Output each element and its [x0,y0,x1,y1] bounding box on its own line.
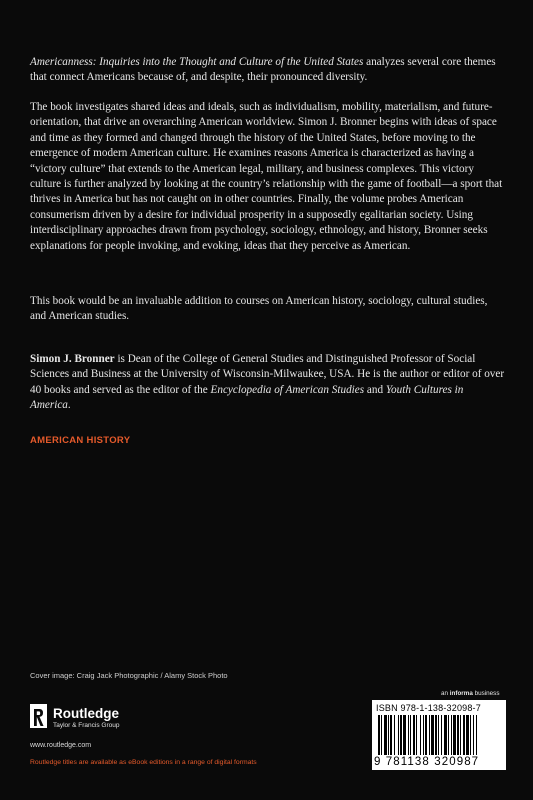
isbn-number: ISBN 978-1-138-32098-7 [376,703,481,713]
publisher-name: Routledge [53,706,119,721]
author-name: Simon J. Bronner [30,353,115,365]
cover-credit: Cover image: Craig Jack Photographic / Alamy Stock Photo [30,671,228,680]
subject-category: AMERICAN HISTORY [30,435,131,446]
barcode-icon [378,715,500,755]
barcode-digits: 9 781138 320987 [374,756,480,768]
description-body: The book investigates shared ideas and ideals, such as individualism, mobility, materialism, and future-orientation, that drive an overarching American worldview. Simon J. Bronner begins with ideas of space and time as they formed and changed through the history of the United States, before moving to the emergence of modern American culture. He examines reasons America is characterized as having a “victory culture” that extends to the American legal, military, and business complexes. This victory culture is further analyzed by looking at the country’s relationship with the game of football—a sport that thrives in America but has not caught on in other countries. Finally, the volume probes American consumerism driven by a desire for individual prosperity in a supposedly egalitarian society. Using interdisciplinary approaches drawn from psychology, sociology, ethnology, and history, Bronner seeks explanations for people invoking, and evoking, ideas that they perceive as American. [30,101,503,252]
publisher-group: Taylor & Francis Group [53,722,120,729]
book-title-inline: Americanness: Inquiries into the Thought and Culture of the United States [30,56,364,68]
publisher-website: www.routledge.com [30,742,92,749]
description-audience: This book would be an invaluable addition to courses on American history, sociology, cultural studies, and American studies. [30,295,488,323]
ebook-note: Routledge titles are available as eBook editions in a range of digital formats [30,759,257,766]
routledge-r-icon [30,704,47,732]
isbn-barcode [372,700,506,770]
author-bio: Simon J. Bronner is Dean of the College of General Studies and Distinguished Professor of Social Sciences and Business at the University of Wisconsin-Milwaukee, USA. He is the author or editor of over 40 books and served as the editor of the Encyclopedia of American Studies and Youth Cultures in America. [30,353,505,412]
routledge-logo [30,704,119,732]
description-intro: Americanness: Inquiries into the Thought and Culture of the United States analyzes several core themes that connect Americans because of, and despite, their pronounced diversity. [30,56,496,84]
informa-business-label: an informa business [441,690,500,697]
